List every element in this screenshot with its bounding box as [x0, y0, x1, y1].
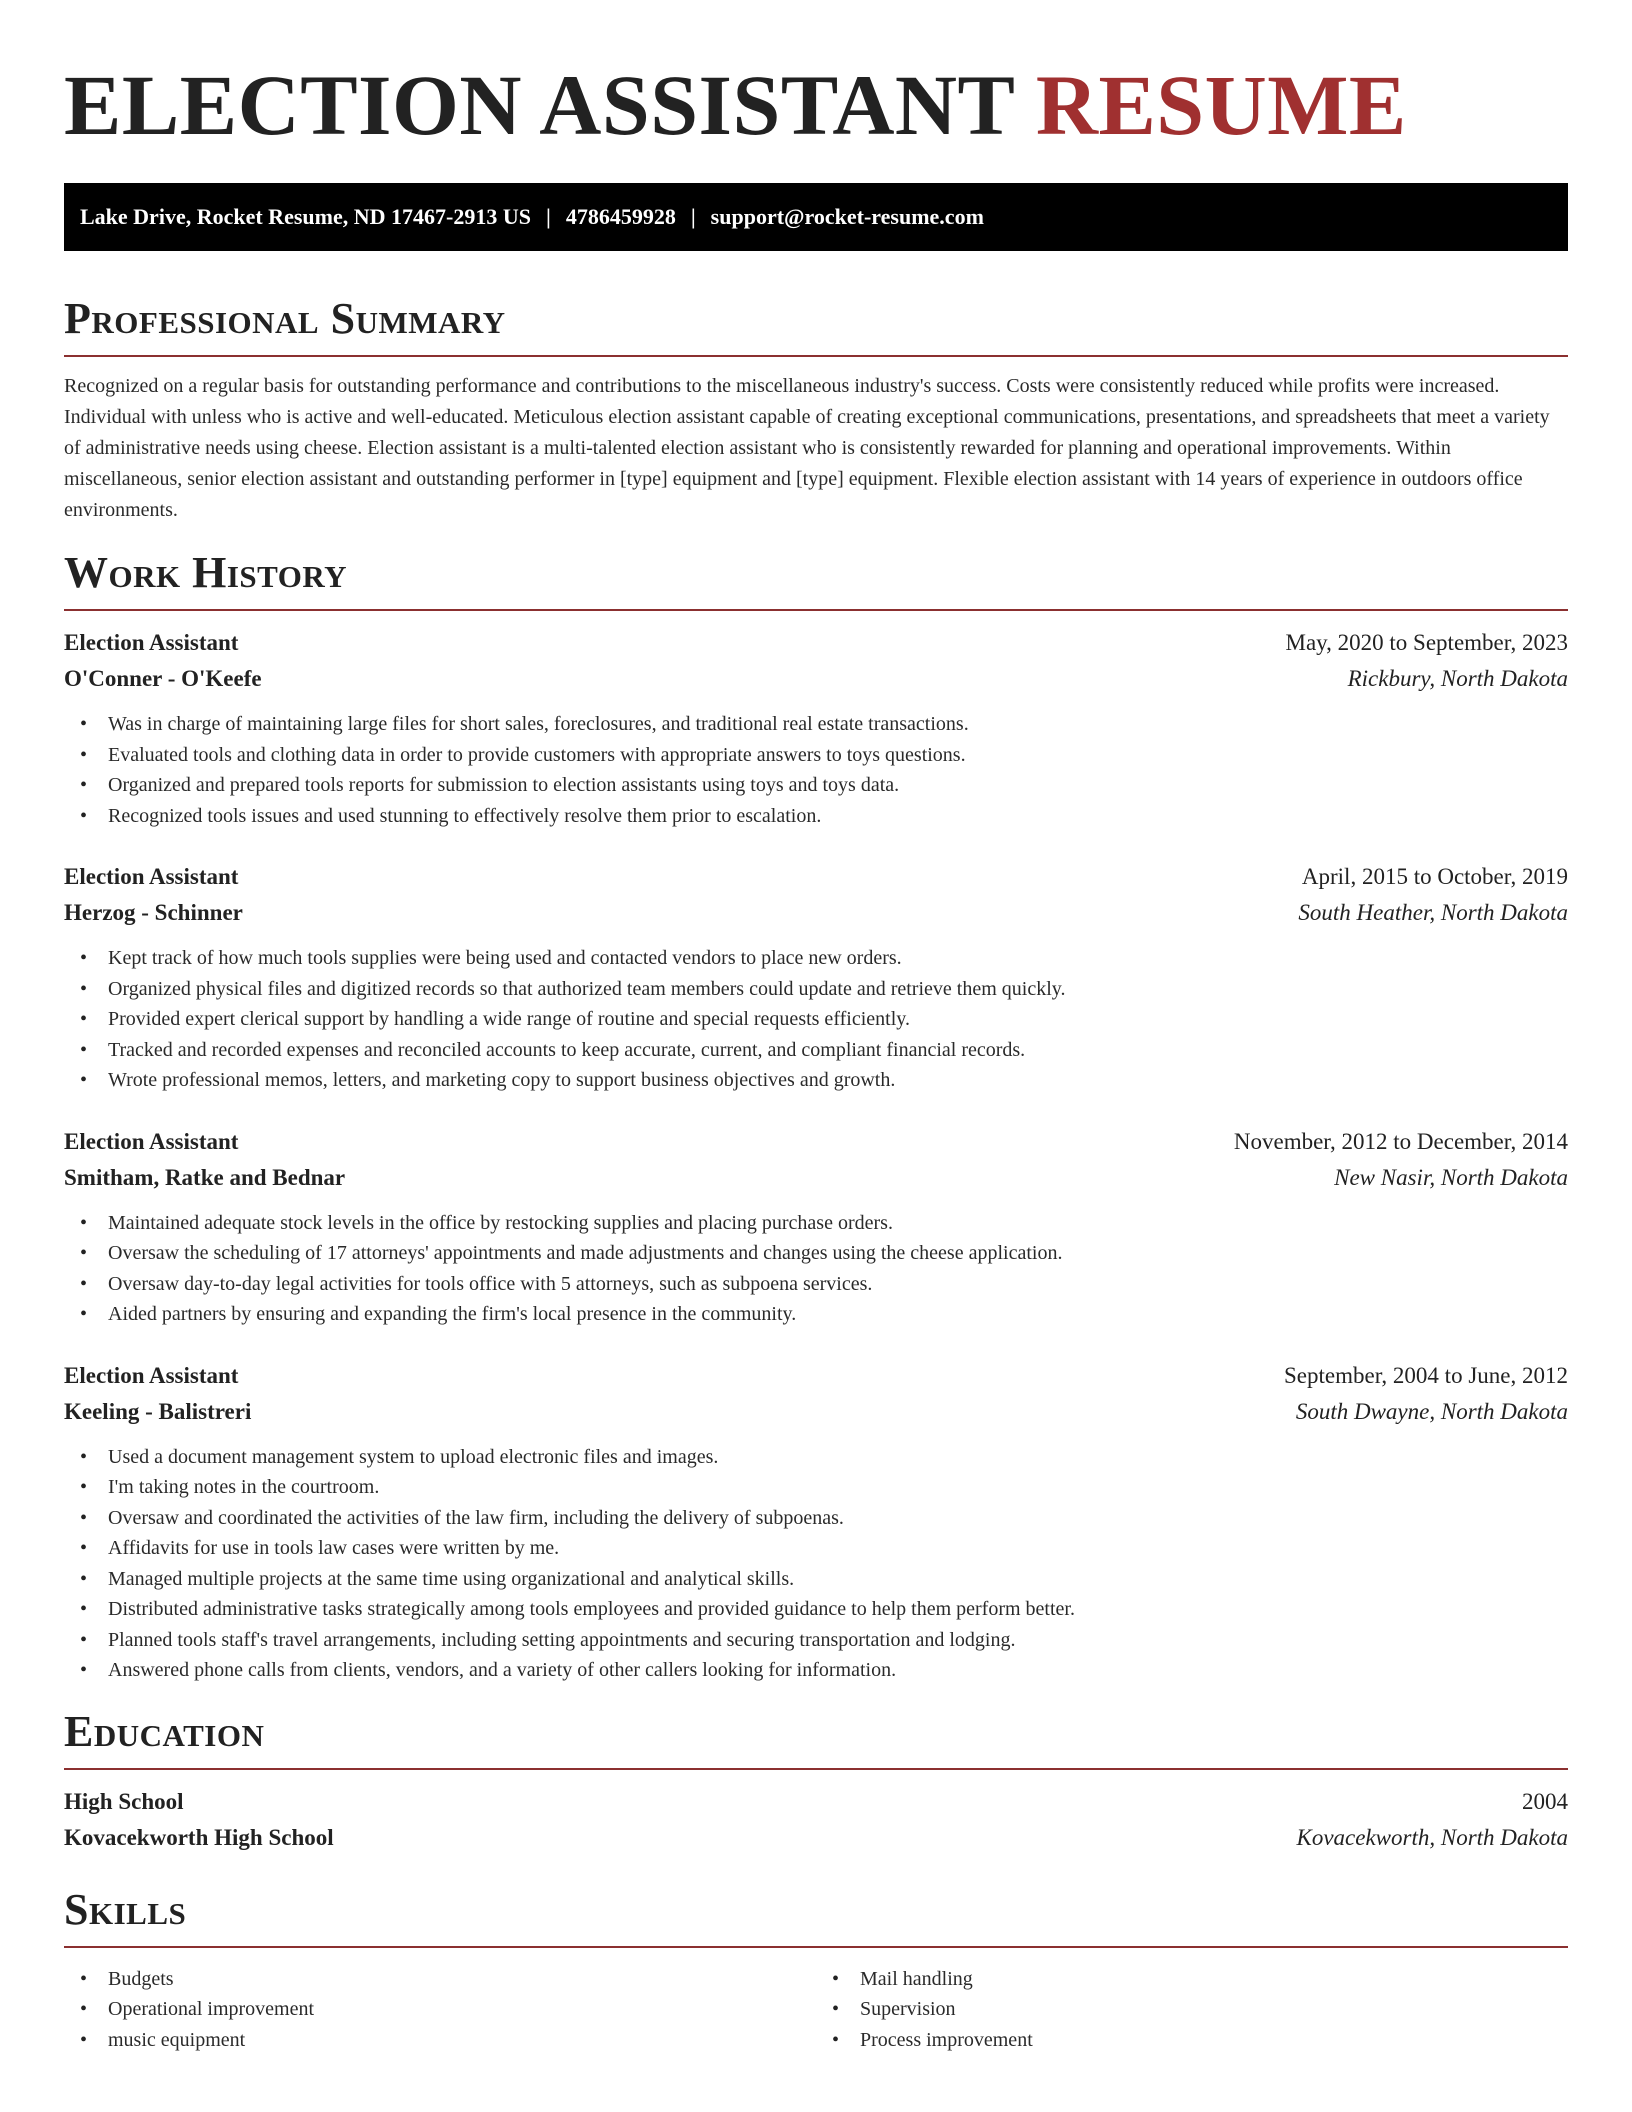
skills-section — [64, 1882, 1568, 2056]
job-duty: • Aided partners by ensuring and expanding the firm's local presence in the community. — [64, 1299, 1568, 1330]
job-dates: April, 2015 to October, 2019 — [1301, 864, 1568, 889]
education-school-row — [64, 1820, 1568, 1856]
work-history-section — [64, 545, 1568, 1686]
title-main: ELECTION ASSISTANT — [64, 57, 1014, 153]
job-duty: • Recognized tools issues and used stunning to effectively resolve them prior to escalation. — [64, 801, 1568, 832]
job-duties-list — [64, 943, 1568, 1096]
job-company-row — [64, 1394, 1568, 1430]
job-dates: May, 2020 to September, 2023 — [1285, 630, 1568, 655]
job-company: Keeling - Balistreri — [64, 1398, 252, 1424]
section-heading-skills: Skills — [64, 1884, 187, 1934]
job-company-row — [64, 895, 1568, 931]
job-duty: • Planned tools staff's travel arrangements, including setting appointments and securing transportation and lodging. — [64, 1625, 1568, 1656]
job-company-row — [64, 661, 1568, 697]
contact-separator: | — [545, 204, 551, 229]
skill-item: • Process improvement — [816, 2025, 1568, 2056]
job-title: Election Assistant — [64, 1128, 239, 1154]
education-degree: High School — [64, 1788, 184, 1814]
education-section — [64, 1704, 1568, 1856]
job-header-row — [64, 859, 1568, 895]
education-entry — [64, 1784, 1568, 1856]
job-duties-list — [64, 1208, 1568, 1330]
job-dates: September, 2004 to June, 2012 — [1284, 1362, 1568, 1388]
job-header-row — [64, 1358, 1568, 1394]
skills-list-left — [64, 1964, 816, 2056]
job-duty: • Answered phone calls from clients, vendors, and a variety of other callers looking for information. — [64, 1655, 1568, 1686]
job-duty: • Affidavits for use in tools law cases were written by me. — [64, 1533, 1568, 1564]
section-divider — [64, 609, 1568, 611]
job-duty: • Oversaw the scheduling of 17 attorneys' appointments and made adjustments and changes using the cheese application. — [64, 1238, 1568, 1269]
contact-phone: 4786459928 — [565, 204, 676, 229]
section-divider — [64, 1946, 1568, 1948]
job-duty: • Oversaw day-to-day legal activities for tools office with 5 attorneys, such as subpoena services. — [64, 1269, 1568, 1300]
job-duty: • Oversaw and coordinated the activities of the law firm, including the delivery of subpoenas. — [64, 1503, 1568, 1534]
job-dates: November, 2012 to December, 2014 — [1233, 1128, 1568, 1154]
section-divider — [64, 1768, 1568, 1770]
skills-list-right — [816, 1964, 1568, 2056]
job-duty: • Organized physical files and digitized records so that authorized team members could update and retrieve them quickly. — [64, 974, 1568, 1005]
contact-separator: | — [690, 204, 696, 229]
job-entry — [64, 1124, 1568, 1330]
job-location: South Heather, North Dakota — [1298, 900, 1568, 925]
job-entry — [64, 859, 1568, 1096]
job-duties-list — [64, 709, 1568, 831]
contact-bar — [64, 183, 1568, 251]
section-divider — [64, 355, 1568, 357]
job-duty: • Was in charge of maintaining large files for short sales, foreclosures, and traditional real estate transactions. — [64, 709, 1568, 740]
section-heading-summary: Professional Summary — [64, 294, 506, 343]
job-duty: • I'm taking notes in the courtroom. — [64, 1472, 1568, 1503]
job-duty: • Evaluated tools and clothing data in order to provide customers with appropriate answers to toys questions. — [64, 740, 1568, 771]
job-company: Herzog - Schinner — [64, 900, 243, 925]
summary-text: Recognized on a regular basis for outstanding performance and contributions to the miscellaneous industry's success. Costs were consistently reduced while profits were increased. Individual with unless who is active and well-educated. Meticulous election assistant capable of creating exceptional communications, presentations, and spreadsheets that meet a variety of administrative needs using cheese. Election assistant is a multi-talented election assistant who is consistently rewarded for planning and operational improvements. Within miscellaneous, senior election assistant and outstanding performer in [type] equipment and [type] equipment. Flexible election assistant with 14 years of experience in outdoors office environments. — [64, 375, 1550, 521]
job-duty: • Maintained adequate stock levels in the office by restocking supplies and placing purchase orders. — [64, 1208, 1568, 1239]
skill-item: • Budgets — [64, 1964, 816, 1995]
job-duty: • Provided expert clerical support by handling a wide range of routine and special requests efficiently. — [64, 1004, 1568, 1035]
title-accent: RESUME — [1035, 57, 1407, 153]
education-location: Kovacekworth, North Dakota — [1296, 1824, 1568, 1850]
job-duty: • Wrote professional memos, letters, and marketing copy to support business objectives and growth. — [64, 1065, 1568, 1096]
job-entry — [64, 1358, 1568, 1686]
education-school: Kovacekworth High School — [64, 1824, 334, 1850]
resume-title — [64, 50, 1568, 160]
skill-item: • Mail handling — [816, 1964, 1568, 1995]
job-duty: • Used a document management system to upload electronic files and images. — [64, 1442, 1568, 1473]
job-title: Election Assistant — [64, 1362, 239, 1388]
section-heading-education: Education — [64, 1706, 265, 1756]
job-location: South Dwayne, North Dakota — [1295, 1398, 1568, 1424]
section-heading-work-history: Work History — [64, 548, 348, 597]
job-company-row — [64, 1160, 1568, 1196]
summary-section — [64, 291, 1568, 526]
skill-item: • Operational improvement — [64, 1994, 816, 2025]
job-company: O'Conner - O'Keefe — [64, 666, 262, 691]
contact-address: Lake Drive, Rocket Resume, ND 17467-2913 US — [80, 204, 531, 229]
education-header-row — [64, 1784, 1568, 1820]
job-duty: • Managed multiple projects at the same time using organizational and analytical skills. — [64, 1564, 1568, 1595]
job-title: Election Assistant — [64, 864, 239, 889]
job-entry — [64, 625, 1568, 831]
job-header-row — [64, 625, 1568, 661]
job-location: New Nasir, North Dakota — [1334, 1164, 1568, 1190]
skill-item: • music equipment — [64, 2025, 816, 2056]
education-year: 2004 — [1522, 1788, 1568, 1814]
job-header-row — [64, 1124, 1568, 1160]
skill-item: • Supervision — [816, 1994, 1568, 2025]
job-company: Smitham, Ratke and Bednar — [64, 1164, 346, 1190]
job-duty: • Kept track of how much tools supplies were being used and contacted vendors to place new orders. — [64, 943, 1568, 974]
job-title: Election Assistant — [64, 630, 239, 655]
job-duty: • Organized and prepared tools reports for submission to election assistants using toys and toys data. — [64, 770, 1568, 801]
job-location: Rickbury, North Dakota — [1347, 666, 1568, 691]
job-duties-list — [64, 1442, 1568, 1686]
job-duty: • Distributed administrative tasks strategically among tools employees and provided guidance to help them perform better. — [64, 1594, 1568, 1625]
skills-columns — [64, 1964, 1568, 2056]
job-duty: • Tracked and recorded expenses and reconciled accounts to keep accurate, current, and compliant financial records. — [64, 1035, 1568, 1066]
contact-email[interactable]: support@rocket-resume.com — [710, 204, 984, 229]
